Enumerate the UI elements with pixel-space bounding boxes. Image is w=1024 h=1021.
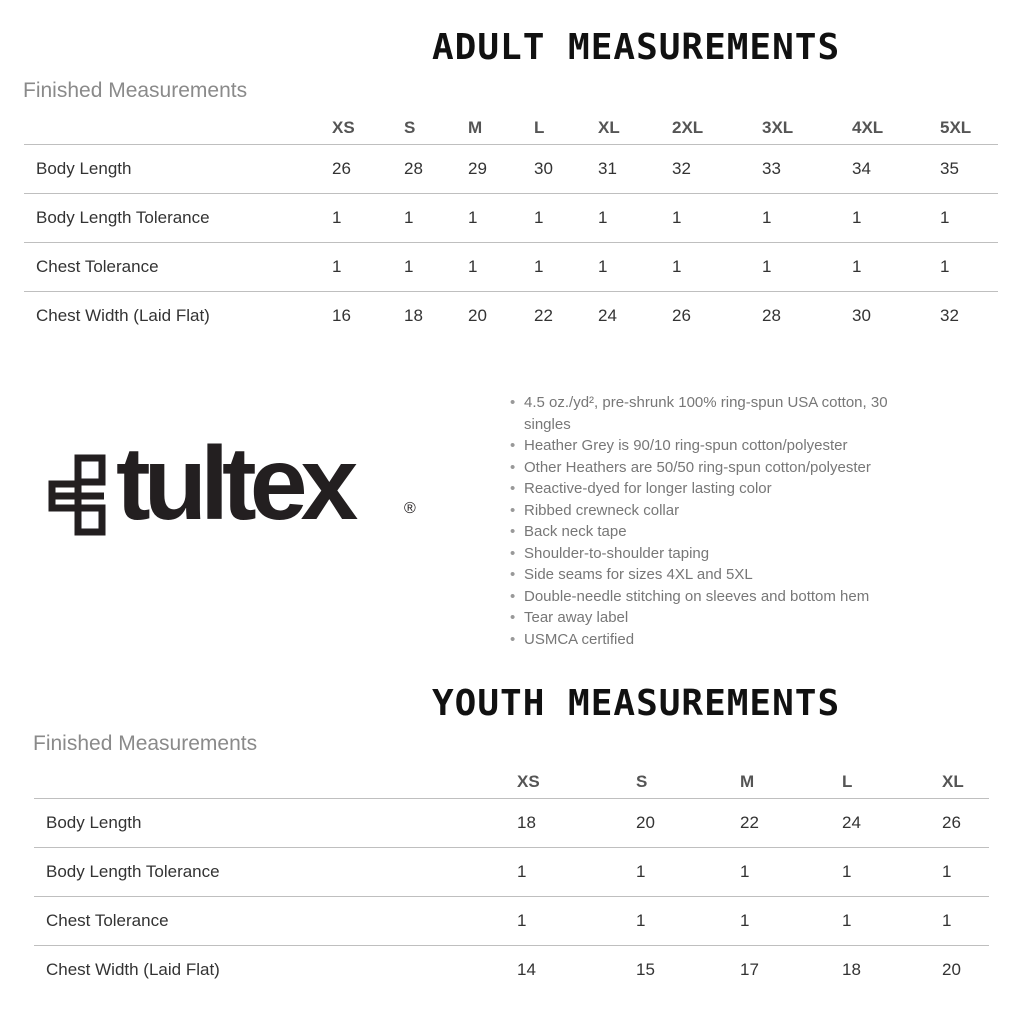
- adult-header-blank: [24, 112, 332, 145]
- row-label: Chest Tolerance: [24, 243, 332, 292]
- list-item: • Side seams for sizes 4XL and 5XL: [508, 564, 938, 586]
- table-cell: 1: [842, 897, 942, 946]
- table-cell: 35: [940, 145, 998, 194]
- table-cell: 1: [468, 243, 534, 292]
- table-cell: 1: [332, 194, 404, 243]
- adult-size-l: L: [534, 112, 598, 145]
- table-cell: 1: [404, 194, 468, 243]
- list-item: • Reactive-dyed for longer lasting color: [508, 478, 938, 500]
- list-item: • Tear away label: [508, 607, 938, 629]
- row-label: Body Length Tolerance: [34, 848, 517, 897]
- table-cell: 1: [517, 897, 636, 946]
- registered-mark: ®: [404, 500, 416, 517]
- adult-size-s: S: [404, 112, 468, 145]
- adult-heading: ADULT MEASUREMENTS: [432, 27, 841, 68]
- table-cell: 1: [942, 848, 989, 897]
- table-row: [24, 243, 998, 292]
- adult-size-3xl: 3XL: [762, 112, 852, 145]
- list-item: • Heather Grey is 90/10 ring-spun cotton/polyester: [508, 435, 938, 457]
- table-row: [34, 848, 989, 897]
- table-cell: 29: [468, 145, 534, 194]
- row-label: Body Length: [34, 799, 517, 848]
- table-cell: 1: [940, 194, 998, 243]
- table-cell: 20: [942, 960, 961, 979]
- table-cell: 31: [598, 145, 672, 194]
- row-label: Chest Width (Laid Flat): [46, 960, 220, 979]
- table-cell: 18: [842, 960, 861, 979]
- adult-size-header-row: [24, 112, 998, 145]
- table-cell: 1: [598, 243, 672, 292]
- tultex-logo: [48, 426, 428, 542]
- table-cell: 34: [852, 145, 940, 194]
- list-item: • Other Heathers are 50/50 ring-spun cotton/polyester: [508, 457, 938, 479]
- table-cell: 30: [852, 306, 871, 325]
- table-cell: 26: [672, 306, 691, 325]
- table-cell: 32: [672, 145, 762, 194]
- adult-size-xl: XL: [598, 112, 672, 145]
- adult-size-table: [24, 112, 998, 340]
- table-cell: 1: [672, 194, 762, 243]
- table-row: [24, 194, 998, 243]
- table-cell: 33: [762, 145, 852, 194]
- youth-header-blank: [34, 766, 517, 799]
- table-cell: 20: [468, 306, 487, 325]
- youth-size-s: S: [636, 766, 740, 799]
- table-cell: 16: [332, 306, 351, 325]
- table-cell: 28: [404, 145, 468, 194]
- table-cell: 32: [940, 306, 959, 325]
- table-cell: 22: [534, 306, 553, 325]
- table-cell: 20: [636, 799, 740, 848]
- table-cell: 1: [636, 848, 740, 897]
- list-item: • USMCA certified: [508, 629, 938, 651]
- table-cell: 1: [740, 897, 842, 946]
- table-cell: 26: [942, 799, 989, 848]
- youth-heading: YOUTH MEASUREMENTS: [432, 683, 841, 724]
- list-item: • Double-needle stitching on sleeves and bottom hem: [508, 586, 938, 608]
- tultex-mark-icon: [48, 454, 108, 538]
- table-cell: 15: [636, 960, 655, 979]
- youth-size-xs: XS: [517, 766, 636, 799]
- table-cell: 18: [404, 306, 423, 325]
- table-cell: 1: [842, 848, 942, 897]
- youth-size-table: [34, 766, 989, 994]
- table-cell: 24: [598, 306, 617, 325]
- table-cell: 1: [598, 194, 672, 243]
- adult-size-5xl: 5XL: [940, 112, 998, 145]
- adult-subtitle: Finished Measurements: [23, 79, 248, 102]
- table-cell: 24: [842, 799, 942, 848]
- table-row: [34, 897, 989, 946]
- list-item: • Ribbed crewneck collar: [508, 500, 938, 522]
- adult-size-4xl: 4XL: [852, 112, 940, 145]
- table-cell: 30: [534, 145, 598, 194]
- table-cell: 26: [332, 145, 404, 194]
- table-cell: 1: [517, 848, 636, 897]
- table-cell: 28: [762, 306, 781, 325]
- table-row: [24, 145, 998, 194]
- adult-size-2xl: 2XL: [672, 112, 762, 145]
- list-item: • 4.5 oz./yd², pre-shrunk 100% ring-spun USA cotton, 30 singles: [508, 392, 938, 435]
- youth-subtitle: Finished Measurements: [33, 732, 258, 755]
- row-label: Chest Width (Laid Flat): [36, 306, 210, 325]
- table-cell: 1: [762, 194, 852, 243]
- table-cell: 18: [517, 799, 636, 848]
- youth-size-m: M: [740, 766, 842, 799]
- table-cell: 17: [740, 960, 759, 979]
- youth-size-xl: XL: [942, 766, 989, 799]
- table-cell: 1: [332, 243, 404, 292]
- product-features-list: [508, 392, 938, 650]
- table-cell: 1: [852, 243, 940, 292]
- list-item: • Back neck tape: [508, 521, 938, 543]
- adult-size-m: M: [468, 112, 534, 145]
- youth-size-header-row: [34, 766, 989, 799]
- tultex-wordmark: tultex: [116, 426, 352, 542]
- table-cell: 1: [940, 243, 998, 292]
- list-item: • Shoulder-to-shoulder taping: [508, 543, 938, 565]
- table-row: [34, 799, 989, 848]
- table-cell: 1: [534, 243, 598, 292]
- row-label: Body Length: [24, 145, 332, 194]
- youth-size-l: L: [842, 766, 942, 799]
- table-cell: 1: [942, 897, 989, 946]
- table-cell: 1: [762, 243, 852, 292]
- table-row: [34, 946, 989, 995]
- row-label: Body Length Tolerance: [24, 194, 332, 243]
- table-cell: 1: [534, 194, 598, 243]
- table-cell: 22: [740, 799, 842, 848]
- table-cell: 14: [517, 960, 536, 979]
- table-cell: 1: [468, 194, 534, 243]
- table-cell: 1: [672, 243, 762, 292]
- table-cell: 1: [636, 897, 740, 946]
- table-cell: 1: [740, 848, 842, 897]
- adult-size-xs: XS: [332, 112, 404, 145]
- table-cell: 1: [404, 243, 468, 292]
- row-label: Chest Tolerance: [34, 897, 517, 946]
- table-row: [24, 292, 998, 341]
- table-cell: 1: [852, 194, 940, 243]
